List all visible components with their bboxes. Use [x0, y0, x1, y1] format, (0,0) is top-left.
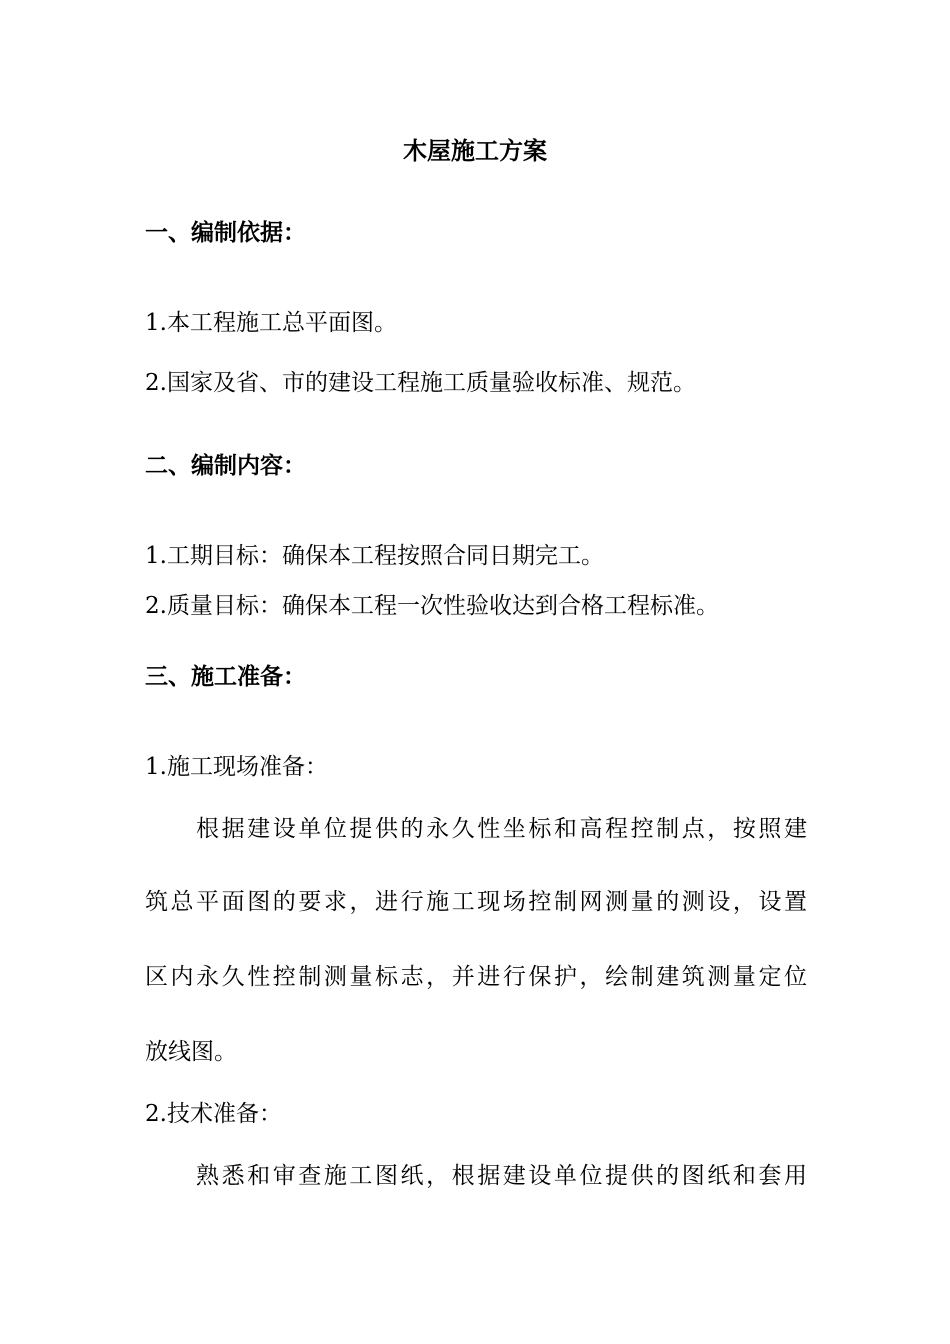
paragraph-line: 熟悉和审查施工图纸，根据建设单位提供的图纸和套用	[196, 1163, 807, 1189]
preparation-sub-heading-site: 1.施工现场准备：	[145, 754, 328, 780]
content-item-1: 1.工期目标：确保本工程按照合同日期完工。	[145, 543, 604, 569]
paragraph-line: 放线图。	[145, 1039, 237, 1065]
preparation-sub-heading-technical: 2.技术准备：	[145, 1101, 282, 1127]
section-heading-content: 二、编制内容：	[145, 453, 306, 479]
content-item-2: 2.质量目标：确保本工程一次性验收达到合格工程标准。	[145, 593, 719, 619]
document-title: 木屋施工方案	[403, 137, 547, 165]
section-heading-preparation: 三、施工准备：	[145, 664, 306, 690]
paragraph-line: 根据建设单位提供的永久性坐标和高程控制点，按照建	[196, 816, 807, 842]
basis-item-2: 2.国家及省、市的建设工程施工质量验收标准、规范。	[145, 370, 696, 396]
paragraph-line: 区内永久性控制测量标志，并进行保护，绘制建筑测量定位	[145, 964, 807, 990]
basis-item-1: 1.本工程施工总平面图。	[145, 310, 397, 336]
section-heading-basis: 一、编制依据：	[145, 220, 306, 246]
paragraph-line: 筑总平面图的要求，进行施工现场控制网测量的测设，设置	[145, 889, 807, 915]
